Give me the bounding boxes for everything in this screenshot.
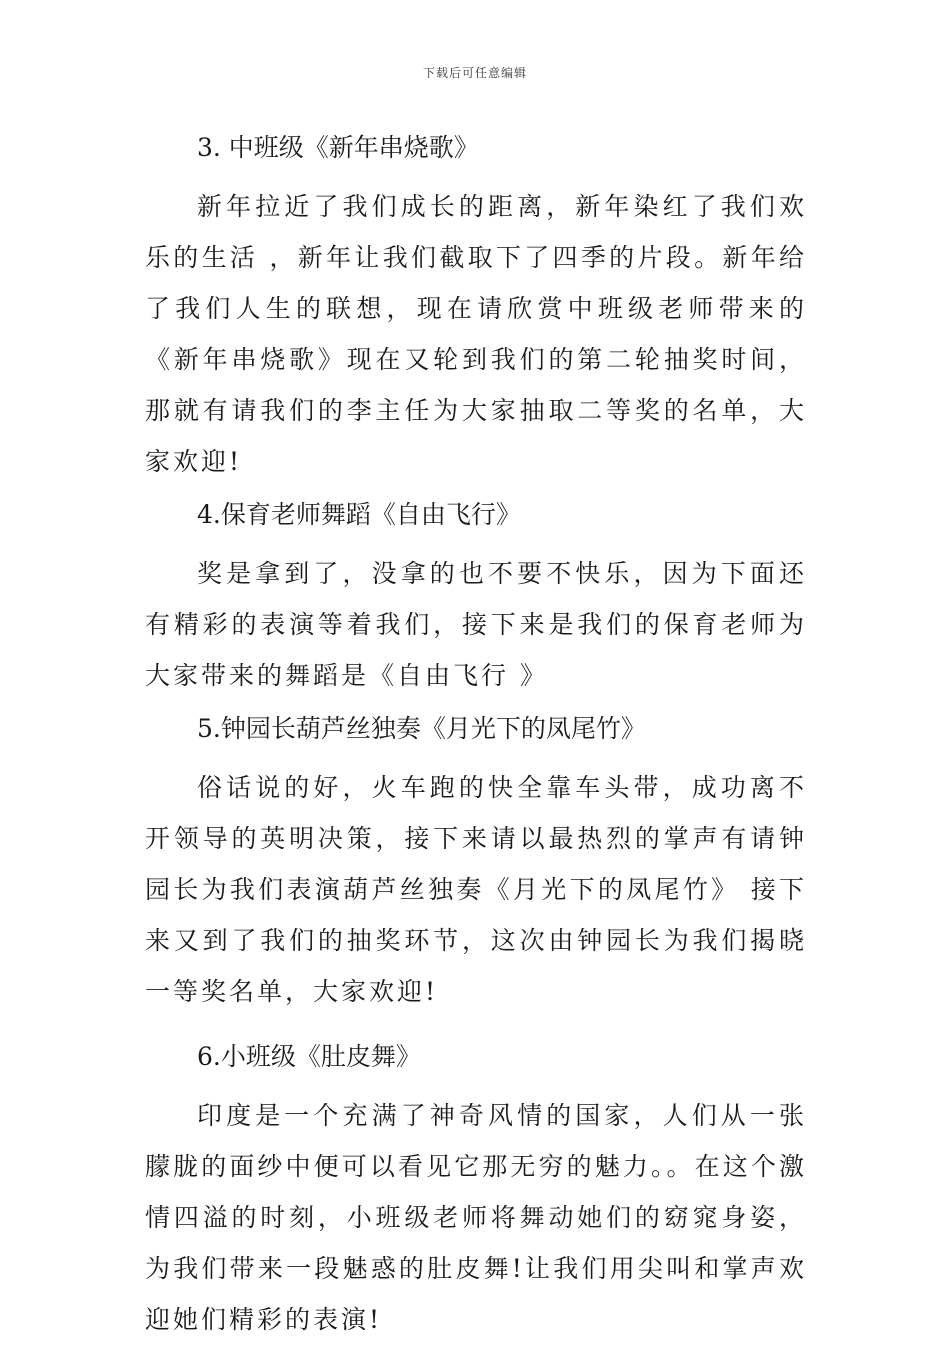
section-heading: 5.钟园长葫芦丝独奏《月光下的凤尾竹》 <box>197 714 646 743</box>
section-heading: 6.小班级《肚皮舞》 <box>197 1042 421 1071</box>
section-heading: 4.保育老师舞蹈《自由飞行》 <box>197 500 521 529</box>
section-heading: 3. 中班级《新年串烧歌》 <box>197 133 479 162</box>
section-paragraph: 印度是一个充满了神奇风情的国家，人们从一张朦胧的面纱中便可以看见它那无穷的魅力。。在这个激情四溢的时刻，小班级老师将舞动她们的窈窕身姿，为我们带来一段魅惑的肚皮舞!让我们用尖叫和掌声欢迎她们精彩的表演! <box>145 1101 807 1334</box>
document-body <box>145 128 807 1353</box>
section-paragraph: 俗话说的好，火车跑的快全靠车头带，成功离不开领导的英明决策，接下来请以最热烈的掌声有请钟园长为我们表演葫芦丝独奏《月光下的凤尾竹》 接下来又到了我们的抽奖环节，这次由钟园长为我们揭晓一等奖名单，大家欢迎! <box>145 773 807 1006</box>
header-note: 下载后可任意编辑 <box>422 66 527 80</box>
section-paragraph: 奖是拿到了，没拿的也不要不快乐，因为下面还有精彩的表演等着我们，接下来是我们的保育老师为大家带来的舞蹈是《自由飞行 》 <box>145 559 807 690</box>
section-paragraph: 新年拉近了我们成长的距离，新年染红了我们欢乐的生活 ，新年让我们截取下了四季的片段。新年给了我们人生的联想，现在请欣赏中班级老师带来的《新年串烧歌》现在又轮到我们的第二轮抽奖时间，那就有请我们的李主任为大家抽取二等奖的名单，大家欢迎! <box>145 192 807 476</box>
